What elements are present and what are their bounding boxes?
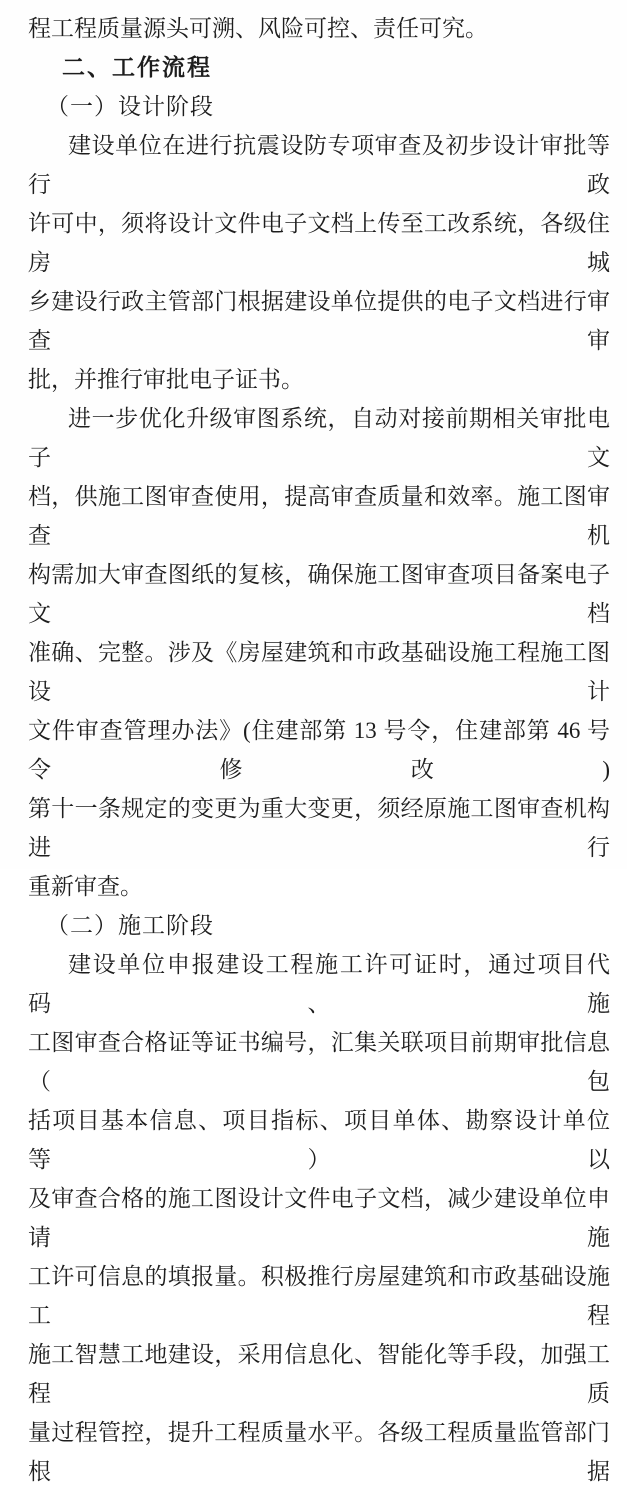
text-line: 工图审查合格证等证书编号，汇集关联项目前期审批信息（包 — [28, 1030, 610, 1094]
subsection-heading: （二）施工阶段 — [46, 913, 214, 938]
text-line: 档，供施工图审查使用，提高审查质量和效率。施工图审查机 — [28, 484, 610, 548]
text-line: 第十一条规定的变更为重大变更，须经原施工图审查机构进行 — [28, 796, 610, 860]
text-line: 施工智慧工地建设，采用信息化、智能化等手段，加强工程质 — [28, 1342, 610, 1406]
paragraph-first-line: 进一步优化升级审图系统，自动对接前期相关审批电子文 — [28, 406, 610, 470]
document-lines — [28, 9, 610, 1491]
paragraph-first-line: 建设单位在进行抗震设防专项审查及初步设计审批等行政 — [28, 133, 610, 197]
text-line: 许可中，须将设计文件电子文档上传至工改系统，各级住房城 — [28, 211, 610, 275]
paragraph-last-line: 重新审查。 — [28, 874, 143, 899]
text-line: 构需加大审查图纸的复核，确保施工图审查项目备案电子文档 — [28, 562, 610, 626]
paragraph-first-line: 建设单位申报建设工程施工许可证时，通过项目代码、施 — [28, 952, 610, 1016]
text-line: 工许可信息的填报量。积极推行房屋建筑和市政基础设施工程 — [28, 1264, 610, 1328]
text-line: 乡建设行政主管部门根据建设单位提供的电子文档进行审查审 — [28, 289, 610, 353]
text-line: 及审查合格的施工图设计文件电子文档，减少建设单位申请施 — [28, 1186, 610, 1250]
paragraph-last-line: 批，并推行审批电子证书。 — [28, 367, 304, 392]
text-line: 文件审查管理办法》(住建部第 13 号令，住建部第 46 号令修改) — [28, 718, 610, 782]
text-line: 准确、完整。涉及《房屋建筑和市政基础设施工程施工图设计 — [28, 640, 610, 704]
text-line: 量过程管控，提升工程质量水平。各级工程质量监管部门根据 — [28, 1420, 610, 1484]
paragraph-last-line: 程工程质量源头可溯、风险可控、责任可究。 — [28, 16, 488, 41]
subsection-heading: （一）设计阶段 — [46, 94, 214, 119]
section-heading: 二、工作流程 — [62, 54, 212, 80]
text-line: 括项目基本信息、项目指标、项目单体、勘察设计单位等）以 — [28, 1108, 610, 1172]
